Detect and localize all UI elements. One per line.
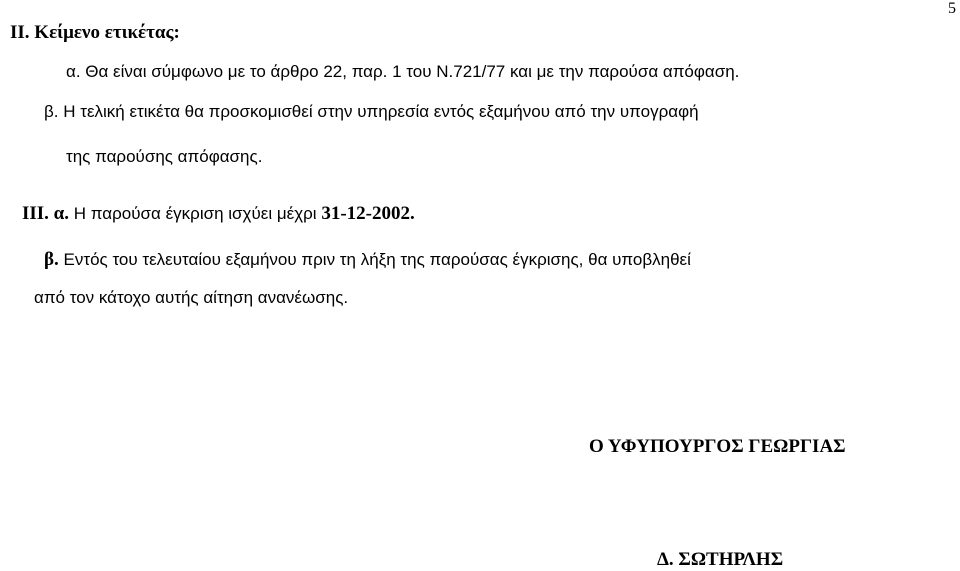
section-3-item-b-line-2: από τον κάτοχο αυτής αίτηση ανανέωσης. [34, 288, 349, 307]
section-3-item-a-prefix: III. α. [22, 203, 70, 224]
section-2-item-b-line-1: β. Η τελική ετικέτα θα προσκομισθεί στην υπηρεσία εντός εξαμήνου από την υπογραφή [44, 102, 699, 121]
section-2-item-a: α. Θα είναι σύμφωνο με το άρθρο 22, παρ. 1 του Ν.721/77 και με την παρούσα απόφαση. [66, 62, 740, 81]
section-3-item-a-text: Η παρούσα έγκριση ισχύει μέχρι [73, 204, 317, 223]
signature-name: Δ. ΣΩΤΗΡΛΗΣ [657, 549, 784, 570]
section-3-item-b-prefix: β. [44, 249, 59, 270]
section-3-item-a-date: 31-12-2002. [321, 203, 415, 224]
section-2-item-b-line-2: της παρούσης απόφασης. [66, 147, 263, 166]
signature-title: Ο ΥΦΥΠΟΥΡΓΟΣ ΓΕΩΡΓΙΑΣ [589, 436, 846, 457]
section-3-item-b-line-1 [44, 249, 691, 271]
section-3-item-a [22, 203, 415, 225]
section-2-heading: II. Κείμενο ετικέτας: [10, 22, 180, 43]
section-3-item-b-text: Εντός του τελευταίου εξαμήνου πριν τη λήξη της παρούσας έγκρισης, θα υποβληθεί [63, 250, 691, 269]
page-number: 5 [948, 0, 956, 17]
